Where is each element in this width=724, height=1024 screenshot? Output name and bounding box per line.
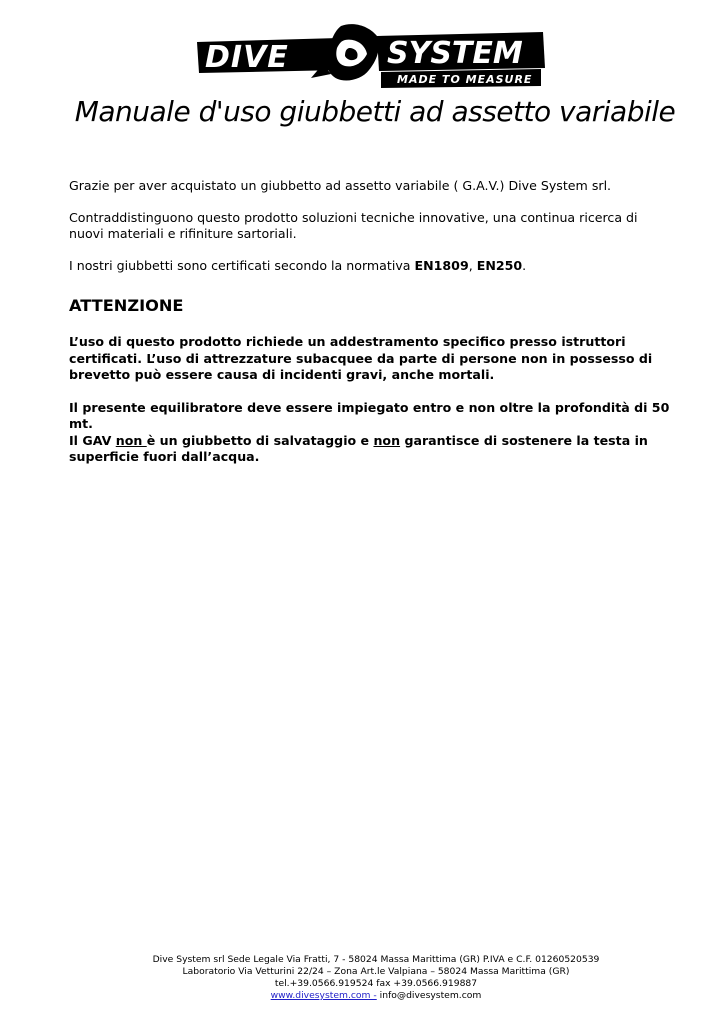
document-title: Manuale d'uso giubbetti ad assetto variabile bbox=[74, 95, 676, 128]
website-link[interactable]: www.divesystem.com - bbox=[270, 990, 377, 1001]
svg-text:SYSTEM: SYSTEM bbox=[387, 36, 523, 71]
gav-text-c: garantisce di sostenere la testa in superficie fuori dall’acqua. bbox=[69, 432, 648, 464]
depth-limit-text: Il presente equilibratore deve essere impiegato entro e non oltre la profondità di 50 mt. bbox=[69, 399, 670, 431]
attention-heading: ATTENZIONE bbox=[69, 296, 184, 315]
gav-text-a: Il GAV bbox=[69, 432, 116, 448]
intro-features-paragraph: Contraddistinguono questo prodotto soluzioni tecniche innovative, una continua ricerca di nuovi materiali e rifiniture sartoriali. bbox=[69, 210, 638, 241]
svg-text:MADE TO MEASURE: MADE TO MEASURE bbox=[397, 73, 533, 86]
gav-text-b: è un giubbetto di salvataggio e bbox=[146, 432, 374, 448]
footer-legal-address: Dive System srl Sede Legale Via Fratti, 7 - 58024 Massa Marittima (GR) P.IVA e C.F. 01260520539 bbox=[152, 954, 600, 965]
norm-en1809: EN1809 bbox=[414, 258, 469, 273]
email-text: info@divesystem.com bbox=[376, 990, 482, 1001]
footer-phone-fax: tel.+39.0566.919524 fax +39.0566.919887 bbox=[274, 978, 478, 989]
depth-warning-paragraph bbox=[69, 400, 674, 466]
certification-end: . bbox=[522, 258, 527, 273]
footer-contacts bbox=[28, 990, 724, 1002]
training-warning-paragraph: L’uso di questo prodotto richiede un addestramento specifico presso istruttori certificati. L’uso di attrezzature subacquee da parte di persone non in possesso di brevetto può essere causa di incidenti gravi, anche mortali. bbox=[69, 334, 653, 382]
gav-non-1: non bbox=[115, 432, 147, 448]
document-body bbox=[69, 178, 674, 466]
norm-separator: , bbox=[468, 258, 477, 273]
footer-lab-address: Laboratorio Via Vetturini 22/24 – Zona Art.le Valpiana – 58024 Massa Marittima (GR) bbox=[182, 966, 570, 977]
certification-paragraph bbox=[69, 258, 674, 274]
norm-en250: EN250 bbox=[476, 258, 523, 273]
svg-text:DIVE: DIVE bbox=[205, 40, 289, 75]
dive-system-logo bbox=[191, 18, 546, 92]
gav-non-2: non bbox=[373, 432, 401, 448]
company-footer bbox=[0, 954, 724, 1002]
intro-thanks-paragraph: Grazie per aver acquistato un giubbetto ad assetto variabile ( G.A.V.) Dive System srl. bbox=[69, 178, 612, 193]
certification-text: I nostri giubbetti sono certificati secondo la normativa bbox=[69, 258, 415, 273]
